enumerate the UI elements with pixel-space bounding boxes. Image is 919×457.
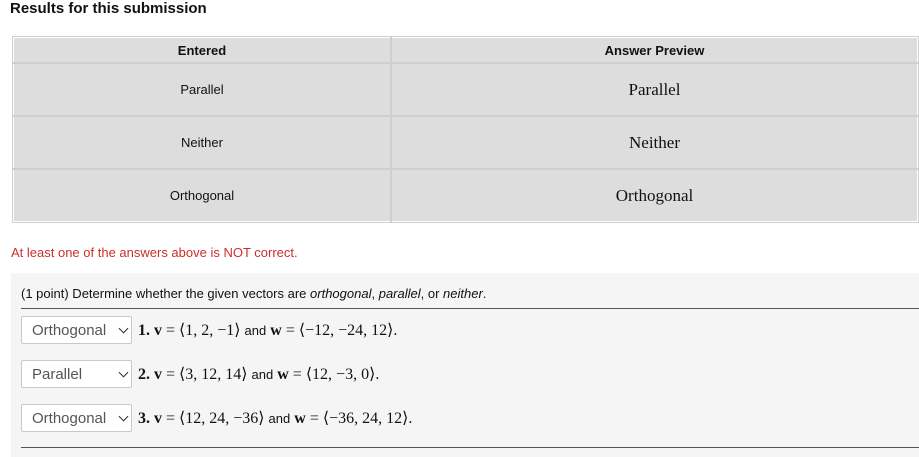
answer-select-2[interactable]: [21, 360, 132, 388]
vector-w: ⟨12, −3, 0⟩: [305, 366, 376, 383]
selected-value: Orthogonal: [32, 409, 107, 427]
header-entered: Entered: [13, 37, 391, 63]
part-number: 3.: [138, 410, 150, 427]
prompt-parallel: parallel: [378, 286, 421, 301]
part-number: 2.: [138, 366, 150, 383]
vector-equation: 1. v = ⟨1, 2, −1⟩ and w = ⟨−12, −24, 12⟩.: [138, 322, 398, 339]
selected-value: Parallel: [32, 365, 83, 383]
vector-equation: 3. v = ⟨12, 24, −36⟩ and w = ⟨−36, 24, 12⟩.: [138, 410, 413, 427]
results-table: [12, 36, 919, 223]
divider: [21, 308, 919, 309]
problem-prompt: [21, 286, 486, 301]
page-title: Results for this submission: [10, 0, 207, 17]
incorrect-warning: At least one of the answers above is NOT correct.: [11, 245, 298, 260]
chevron-down-icon: [119, 368, 129, 378]
entered-cell: Orthogonal: [13, 169, 391, 222]
preview-cell: Orthogonal: [391, 169, 918, 222]
header-answer-preview: Answer Preview: [391, 37, 918, 63]
vector-v: ⟨1, 2, −1⟩: [179, 322, 241, 339]
answer-select-3[interactable]: [21, 404, 132, 432]
question-row-3: [21, 403, 412, 433]
chevron-down-icon: [119, 324, 129, 334]
vector-w: ⟨−12, −24, 12⟩: [298, 322, 394, 339]
divider: [21, 447, 919, 448]
chevron-down-icon: [119, 412, 129, 422]
question-row-1: [21, 315, 397, 345]
prompt-text: (1 point) Determine whether the given vectors are: [21, 286, 311, 301]
vector-v: ⟨3, 12, 14⟩: [179, 366, 248, 383]
vector-equation: 2. v = ⟨3, 12, 14⟩ and w = ⟨12, −3, 0⟩.: [138, 366, 380, 383]
prompt-orthogonal: orthogonal: [310, 286, 372, 301]
prompt-comma: ,: [371, 286, 379, 301]
table-row: [13, 169, 918, 222]
problem-panel: [11, 273, 919, 457]
prompt-or: , or: [420, 286, 444, 301]
vector-w: ⟨−36, 24, 12⟩: [322, 410, 409, 427]
and-text: and: [268, 411, 291, 426]
and-text: and: [251, 367, 274, 382]
prompt-period: .: [482, 286, 487, 301]
vector-v: ⟨12, 24, −36⟩: [179, 410, 265, 427]
table-row: [13, 63, 918, 116]
answer-select-1[interactable]: [21, 316, 132, 344]
entered-cell: Parallel: [13, 63, 391, 116]
question-row-2: [21, 359, 379, 389]
prompt-neither: neither: [443, 286, 483, 301]
part-number: 1.: [138, 322, 150, 339]
table-row: [13, 116, 918, 169]
table-header-row: [13, 37, 918, 63]
preview-cell: Neither: [391, 116, 918, 169]
selected-value: Orthogonal: [32, 321, 107, 339]
preview-cell: Parallel: [391, 63, 918, 116]
entered-cell: Neither: [13, 116, 391, 169]
and-text: and: [244, 323, 267, 338]
